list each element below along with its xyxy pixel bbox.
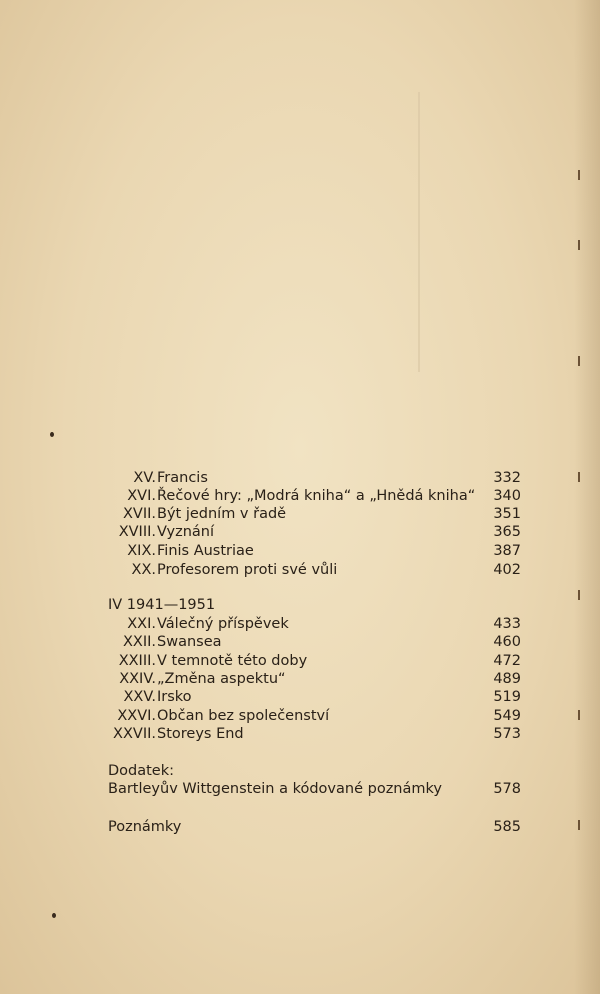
chapter-number: XVI. xyxy=(127,488,156,504)
page-number: 585 xyxy=(493,819,521,835)
toc-entry xyxy=(0,523,600,541)
chapter-number: XXIII. xyxy=(118,653,156,669)
toc-entry xyxy=(0,688,600,706)
chapter-title: Irsko xyxy=(157,689,192,705)
chapter-title: Vyznání xyxy=(157,524,215,540)
chapter-title: Řečové hry: „Modrá kniha“ a „Hnědá kniha“ xyxy=(157,488,476,504)
toc-entry xyxy=(0,505,600,523)
chapter-number: XX. xyxy=(131,562,156,578)
toc-entry xyxy=(0,652,600,670)
chapter-title: Válečný příspěvek xyxy=(157,616,289,632)
chapter-number: XXVII. xyxy=(113,726,156,742)
toc-entry xyxy=(0,633,600,651)
chapter-number: XXV. xyxy=(123,689,156,705)
page-number: 578 xyxy=(493,781,521,797)
page-number: 332 xyxy=(493,470,521,486)
page-number: 460 xyxy=(493,634,521,650)
chapter-number: XXI. xyxy=(127,616,156,632)
toc-entry xyxy=(0,561,600,579)
toc-entry-notes xyxy=(0,818,600,836)
chapter-title: Swansea xyxy=(157,634,222,650)
chapter-title: V temnotě této doby xyxy=(157,653,308,669)
page-number: 402 xyxy=(493,562,521,578)
chapter-number: XIX. xyxy=(127,543,156,559)
page-number: 387 xyxy=(493,543,521,559)
chapter-number: XXVI. xyxy=(117,708,156,724)
page-number: 472 xyxy=(493,653,521,669)
chapter-title: Občan bez společenství xyxy=(157,708,330,724)
page-number: 351 xyxy=(493,506,521,522)
page-number: 433 xyxy=(493,616,521,632)
chapter-number: XVII. xyxy=(122,506,156,522)
toc-entry xyxy=(0,542,600,560)
page-number: 519 xyxy=(493,689,521,705)
chapter-number: XXII. xyxy=(122,634,156,650)
page-number: 340 xyxy=(493,488,521,504)
chapter-title: Francis xyxy=(157,470,208,486)
part-heading: IV 1941—1951 xyxy=(108,597,216,613)
toc-entry xyxy=(0,487,600,505)
page-number: 573 xyxy=(493,726,521,742)
chapter-title: Být jedním v řadě xyxy=(157,506,287,522)
page-number: 489 xyxy=(493,671,521,687)
page-number: 549 xyxy=(493,708,521,724)
toc-entry xyxy=(0,615,600,633)
chapter-title: Storeys End xyxy=(157,726,244,742)
chapter-number: XXIV. xyxy=(119,671,156,687)
chapter-number: XVIII. xyxy=(118,524,156,540)
toc-entry xyxy=(0,725,600,743)
page-number: 365 xyxy=(493,524,521,540)
appendix-title: Bartleyův Wittgenstein a kódované poznámky xyxy=(108,781,442,797)
toc-entry-appendix xyxy=(0,780,600,798)
notes-title: Poznámky xyxy=(108,819,182,835)
toc-entry xyxy=(0,670,600,688)
chapter-number: XV. xyxy=(133,470,156,486)
toc-entry xyxy=(0,469,600,487)
toc-entry xyxy=(0,707,600,725)
chapter-title: Profesorem proti své vůli xyxy=(157,562,338,578)
chapter-title: „Změna aspektu“ xyxy=(157,671,286,687)
chapter-title: Finis Austriae xyxy=(157,543,254,559)
appendix-label: Dodatek: xyxy=(108,763,175,779)
